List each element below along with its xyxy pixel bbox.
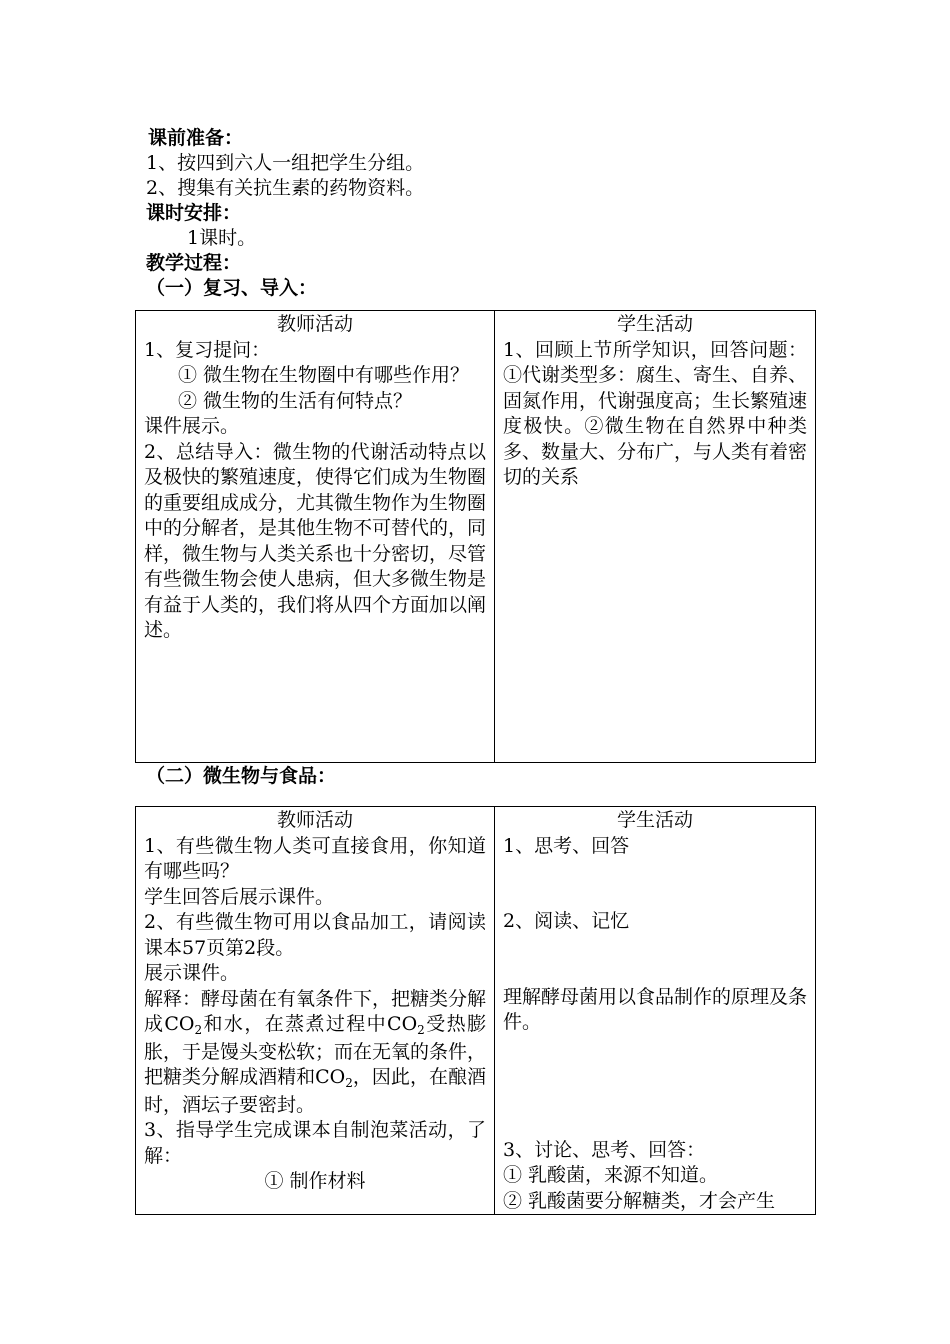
teacher-text: 学生回答后展示课件。 — [144, 885, 335, 908]
student-text: 理解酵母菌用以食品制作的原理及条件。 — [503, 985, 808, 1033]
student-text: ② 乳酸菌要分解糖类，才会产生 — [503, 1189, 776, 1212]
student-text: ① 乳酸菌，来源不知道。 — [503, 1164, 719, 1186]
explanation-part: 解释：酵母菌在有氧条件下，把糖类分解成CO — [144, 987, 487, 1035]
subscript: 2 — [194, 1023, 203, 1037]
student-activity-cell — [495, 807, 816, 1215]
teacher-activity-header: 教师活动 — [276, 809, 353, 831]
student-text: 1、思考、回答 — [503, 834, 630, 857]
subscript: 2 — [417, 1023, 425, 1037]
teacher-text: 展示课件。 — [144, 962, 240, 984]
explanation-part: 和水，在蒸煮过程中CO — [202, 1013, 418, 1035]
prep-item-1: 1、按四到六人一组把学生分组。 — [146, 152, 425, 174]
teacher-text: ① 微生物在生物圈中有哪些作用？ — [178, 364, 470, 386]
student-text: 3、讨论、思考、回答： — [503, 1138, 706, 1161]
explanation-part: 受热膨胀，于是馒头变松软；而在无氧的条件，把糖类分解成酒精和CO — [144, 1013, 487, 1088]
teacher-text: 2、有些微生物可用以食品加工，请阅读课本57页第2段。 — [144, 911, 486, 959]
teacher-activity-header: 教师活动 — [276, 313, 353, 335]
teacher-activity-cell — [136, 807, 495, 1215]
teacher-text: 1、复习提问： — [144, 338, 271, 361]
teacher-text: 1、有些微生物人类可直接食用，你知道有哪些吗？ — [144, 834, 486, 882]
student-activity-header: 学生活动 — [616, 809, 693, 831]
schedule-heading: 课时安排： — [146, 202, 242, 224]
spacer — [503, 859, 807, 909]
microbes-food-table — [135, 806, 816, 1215]
teacher-text: 2、总结导入：微生物的代谢活动特点以及极快的繁殖速度，使得它们成为生物圈的重要组成成分，尤其微生物作为生物圈中的分解者，是其他生物不可替代的，同样，微生物与人类关系也十分密切，尽管有些微生物会使人患病，但大多微生物是有益于人类的，我们将从四个方面加以阐述。 — [144, 440, 487, 641]
prep-item-2: 2、搜集有关抗生素的药物资料。 — [146, 177, 425, 199]
student-activity-cell — [495, 311, 816, 763]
teacher-text: ① 制作材料 — [264, 1170, 366, 1192]
section1-heading: （一）复习、导入： — [146, 277, 318, 299]
spacer — [503, 935, 807, 985]
student-activity-header: 学生活动 — [616, 313, 693, 335]
explanation-part: ，因此，在酿酒时，酒坛子要密封。 — [144, 1066, 486, 1116]
schedule-text: 1课时。 — [187, 227, 257, 249]
teacher-text: 课件展示。 — [144, 415, 240, 437]
review-intro-table — [135, 310, 816, 763]
spacer — [503, 1036, 807, 1138]
teacher-explanation — [144, 987, 486, 1119]
teacher-activity-cell — [136, 311, 495, 763]
teacher-text: ② 微生物的生活有何特点？ — [178, 389, 413, 412]
student-text: 1、回顾上节所学知识，回答问题：①代谢类型多：腐生、寄生、自养、固氮作用，代谢强度高；生长繁殖速度极快。②微生物在自然界中种类多、数量大、分布广，与人类有着密切的关系 — [503, 338, 808, 488]
student-text: 2、阅读、记忆 — [503, 910, 630, 932]
teacher-text: 3、指导学生完成课本自制泡菜活动，了解： — [144, 1119, 486, 1167]
section2-heading: （二）微生物与食品： — [146, 765, 337, 787]
prep-heading: 课前准备： — [148, 127, 244, 149]
subscript: 2 — [345, 1076, 353, 1090]
process-heading: 教学过程： — [146, 252, 242, 274]
